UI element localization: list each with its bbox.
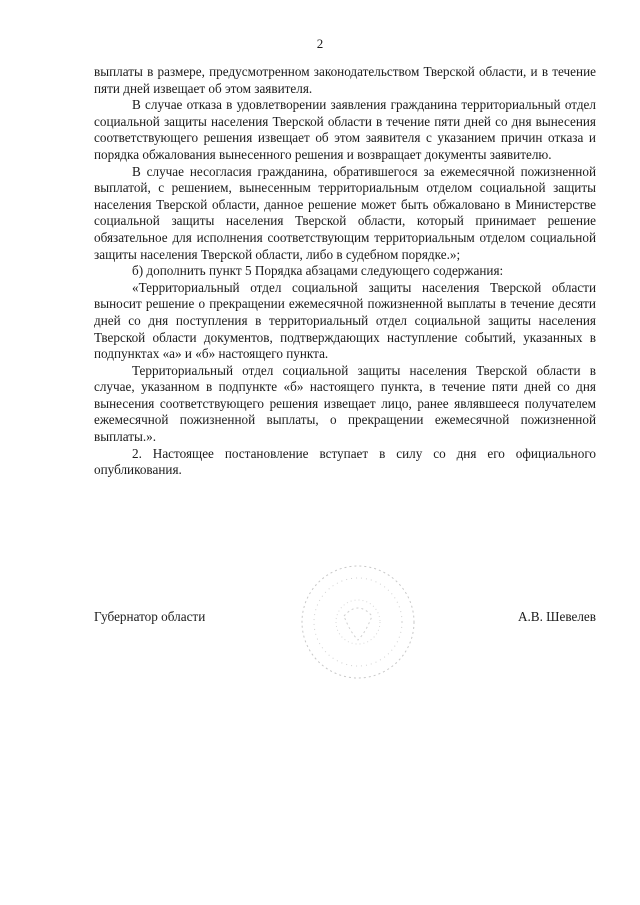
page-number: 2 — [316, 36, 324, 51]
document-body — [94, 64, 596, 479]
paragraph-refusal: В случае отказа в удовлетворении заявления гражданина территориальный отдел социальной защиты населения Тверской области в течение пяти дней со дня вынесения соответствующего решения извещает об этом заявителя с указанием причин отказа и порядка обжалования вынесенного решения и возвращает документы заявителю. — [94, 97, 596, 162]
paragraph-appeal: В случае несогласия гражданина, обратившегося за ежемесячной пожизненной выплатой, с решением, вынесенным территориальным отделом социальной защиты населения Тверской области, данное решение может быть обжаловано в Министерстве социальной защиты населения Тверской области, который принимает решение обязательное для исполнения соответствующим территориальным отделом социальной защиты населения Тверской области, либо в судебном порядке.»; — [94, 163, 596, 262]
signatory-name: А.В. Шевелев — [517, 609, 596, 624]
paragraph-continuation: выплаты в размере, предусмотренном законодательством Тверской области, и в течение пяти дней извещает об этом заявителя. — [94, 64, 596, 96]
paragraph-entry-into-force: 2. Настоящее постановление вступает в силу со дня его официального опубликования. — [94, 445, 596, 478]
paragraph-termination-decision: «Территориальный отдел социальной защиты населения Тверской области выносит решение о прекращении ежемесячной пожизненной выплаты в течение десяти дней со дня поступления в территориальный отдел социальной защиты населения Тверской области документов, подтверждающих наступление событий, указанных в подпунктах «а» и «б» настоящего пункта. — [94, 279, 596, 362]
paragraph-amend-point-5: б) дополнить пункт 5 Порядка абзацами следующего содержания: — [132, 263, 504, 279]
signature-block — [94, 609, 596, 625]
paragraph-termination-notice: Территориальный отдел социальной защиты населения Тверской области в случае, указанном в подпункте «б» настоящего пункта, в течение пяти дней со дня вынесения соответствующего решения извещает лицо, ранее являвшееся получателем ежемесячной пожизненной выплаты, о прекращении ежемесячной пожизненной выплаты.». — [94, 362, 596, 445]
signatory-position: Губернатор области — [94, 609, 206, 624]
